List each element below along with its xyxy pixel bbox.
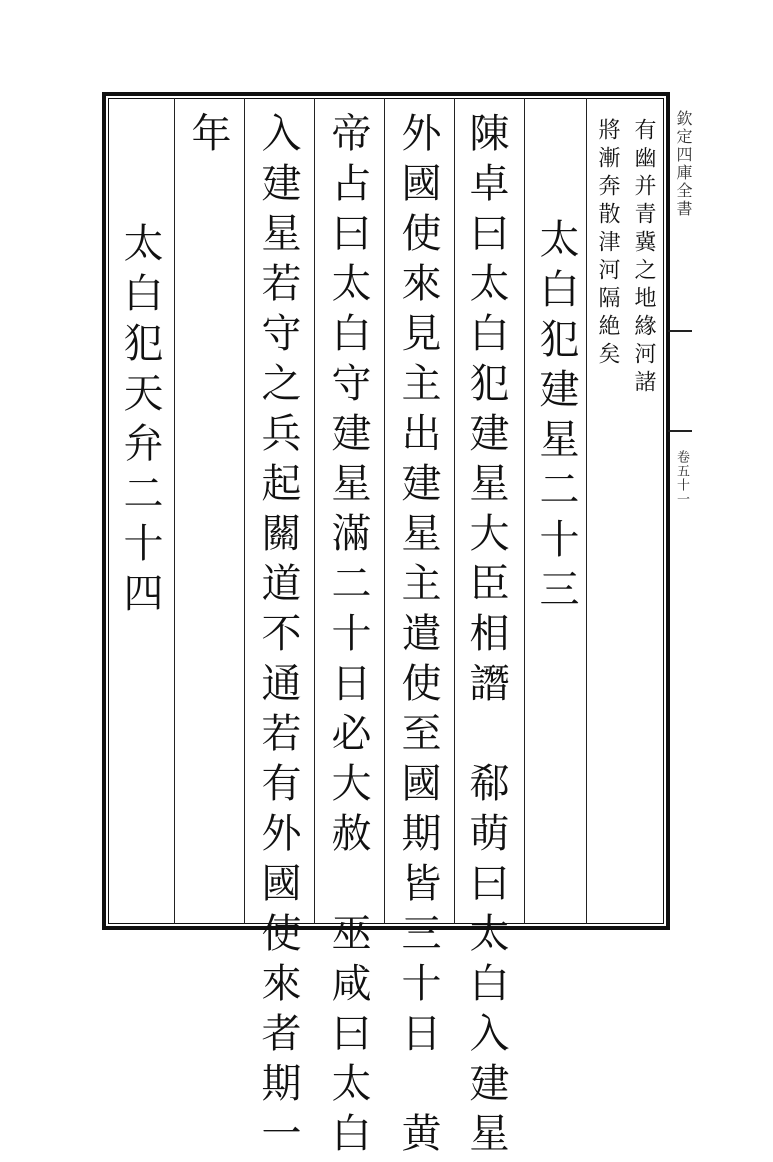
column-rule <box>244 98 245 924</box>
edge-book-title: 欽定四庫全書 <box>674 110 693 218</box>
column-rule <box>454 98 455 924</box>
commentary-column-1: 有幽并青冀之地緣河諸 <box>631 118 656 398</box>
column-rule <box>524 98 525 924</box>
text-column-1: 陳卓曰太白犯建星大臣相譖 郗萌曰太白入建星 <box>463 112 509 1162</box>
fold-mark <box>668 430 692 432</box>
commentary-column-2: 將漸奔散津河隔絶矣 <box>595 118 620 370</box>
heading-column-1: 太白犯建星二十三 <box>533 218 579 618</box>
text-column-5: 年 <box>185 112 231 162</box>
column-rule <box>314 98 315 924</box>
text-column-2: 外國使來見主出建星主遣使至國期皆三十日 黄 <box>395 112 441 1162</box>
fold-mark <box>668 330 692 332</box>
column-rule <box>586 98 587 924</box>
text-column-3: 帝占曰太白守建星滿二十日必大赦 巫咸曰太白 <box>325 112 371 1162</box>
edge-juan-number: 卷五十一 <box>674 450 689 506</box>
heading-column-2: 太白犯天弁二十四 <box>117 222 163 622</box>
page-inner-border <box>108 98 664 924</box>
column-rule <box>384 98 385 924</box>
column-rule <box>174 98 175 924</box>
text-column-4: 入建星若守之兵起關道不通若有外國使來者期一 <box>255 112 301 1162</box>
